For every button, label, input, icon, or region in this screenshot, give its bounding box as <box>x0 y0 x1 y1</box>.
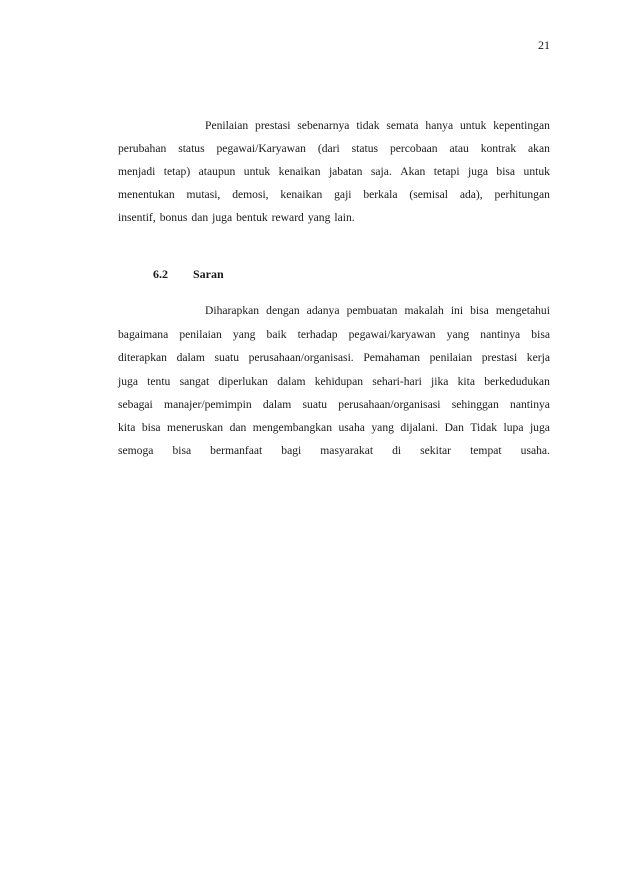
word: prestasi <box>255 119 291 132</box>
word: Tidak <box>470 421 498 434</box>
word: kontrak <box>480 142 517 155</box>
paragraph-line <box>118 420 550 436</box>
word: dan <box>229 421 247 434</box>
word: reward <box>271 211 304 224</box>
word: manajer/pemimpin <box>164 398 252 411</box>
word: yang <box>446 328 470 341</box>
word: ataupun <box>198 165 236 178</box>
word: menentukan <box>118 188 175 201</box>
paragraph-line <box>118 350 550 366</box>
word: kita <box>457 375 475 388</box>
word: semoga <box>118 444 154 457</box>
word: dan <box>191 211 209 224</box>
word: masyarakat <box>320 444 374 457</box>
word: untuk <box>459 119 487 132</box>
word: di <box>392 444 402 457</box>
word: lupa <box>503 421 524 434</box>
word: mutasi, <box>186 188 221 201</box>
word: semata <box>386 119 419 132</box>
section-title: Saran <box>193 267 224 281</box>
word: Diharapkan <box>205 304 260 317</box>
word: kehidupan <box>314 375 364 388</box>
paragraph-line <box>205 303 550 319</box>
word: bisa <box>496 165 516 178</box>
word: perusahaan/organisasi <box>338 398 441 411</box>
word: Penilaian <box>205 119 249 132</box>
word: baik <box>266 328 287 341</box>
word: sehinggan <box>451 398 499 411</box>
word: sebenarnya <box>297 119 350 132</box>
word: sebagai <box>118 398 153 411</box>
word: dalam <box>262 398 292 411</box>
word: bisa <box>172 444 192 457</box>
word: ini <box>450 304 464 317</box>
word: untuk <box>243 165 271 178</box>
word: adanya <box>306 304 340 317</box>
paragraph-line <box>118 210 550 226</box>
word: menjadi <box>118 165 156 178</box>
word: demosi, <box>232 188 269 201</box>
word: percobaan <box>389 142 438 155</box>
page-number: 21 <box>538 38 550 52</box>
word: prestasi <box>481 351 518 364</box>
word: tidak <box>356 119 380 132</box>
paragraph-line <box>118 141 550 157</box>
paragraph-line <box>118 164 550 180</box>
word: penilaian <box>429 351 473 364</box>
word: penilaian <box>179 328 222 341</box>
word: suatu <box>214 351 239 364</box>
word: pembuatan <box>346 304 398 317</box>
word: sangat <box>179 375 210 388</box>
word: status <box>351 142 379 155</box>
word: juga <box>468 165 488 178</box>
word: (dari <box>317 142 340 155</box>
word: mengembangkan <box>252 421 332 434</box>
word: ada), <box>459 188 483 201</box>
paragraph-line <box>205 118 550 134</box>
section-number: 6.2 <box>153 267 168 281</box>
word: kita <box>118 421 136 434</box>
word: insentif, <box>118 211 156 224</box>
word: status <box>178 142 205 155</box>
word: usaha. <box>520 444 550 457</box>
word: yang <box>307 211 331 224</box>
word: bisa <box>531 328 550 341</box>
word: (semisal <box>409 188 448 201</box>
word: tetap) <box>163 165 191 178</box>
paragraph-line <box>118 187 550 203</box>
word: bonus <box>159 211 188 224</box>
word: bentuk <box>236 211 268 224</box>
word: akan <box>528 142 550 155</box>
word: sehari-hari <box>372 375 422 388</box>
word: bisa <box>470 304 489 317</box>
paragraph-line <box>118 397 550 413</box>
word: mengetahui <box>495 304 550 317</box>
paragraph-line <box>118 327 550 343</box>
word: tetapi <box>433 165 460 178</box>
word: jabatan <box>328 165 363 178</box>
word: juga <box>529 421 550 434</box>
word: Pemahaman <box>363 351 420 364</box>
word: kepentingan <box>493 119 550 132</box>
word: dijalani. <box>400 421 439 434</box>
word: makalah <box>404 304 444 317</box>
word: bermanfaat <box>210 444 263 457</box>
word: perhitungan <box>494 188 550 201</box>
word: untuk <box>523 165 550 178</box>
word: yang <box>232 328 256 341</box>
word: nantinya <box>480 328 521 341</box>
word: diperlukan <box>218 375 268 388</box>
word: dalam <box>277 375 306 388</box>
word: bisa <box>141 421 161 434</box>
word: gaji <box>334 188 352 201</box>
word: perusahaan/organisasi. <box>248 351 354 364</box>
word: dengan <box>266 304 300 317</box>
section-heading <box>153 267 224 282</box>
word: perubahan <box>118 142 167 155</box>
word: pegawai/Karyawan <box>216 142 306 155</box>
word: jika <box>431 375 449 388</box>
word: saja. <box>370 165 392 178</box>
word: Akan <box>400 165 426 178</box>
word: diterapkan <box>118 351 167 364</box>
word: hanya <box>425 119 454 132</box>
word: atau <box>449 142 469 155</box>
word: tentu <box>147 375 171 388</box>
word: berkala <box>363 188 398 201</box>
word: lain. <box>334 211 355 224</box>
word: kenaikan <box>278 165 321 178</box>
word: sekitar <box>420 444 452 457</box>
word: bagaimana <box>118 328 169 341</box>
word: suatu <box>302 398 327 411</box>
word: usaha <box>338 421 365 434</box>
word: juga <box>212 211 233 224</box>
word: tempat <box>470 444 502 457</box>
paragraph-line <box>118 374 550 390</box>
word: meneruskan <box>167 421 224 434</box>
word: yang <box>371 421 394 434</box>
word: kenaikan <box>280 188 323 201</box>
word: juga <box>118 375 138 388</box>
word: dalam <box>176 351 205 364</box>
word: kerja <box>526 351 550 364</box>
word: nantinya <box>510 398 550 411</box>
word: Dan <box>444 421 464 434</box>
word: pegawai/karyawan <box>348 328 436 341</box>
paragraph-line <box>118 443 550 459</box>
word: bagi <box>281 444 302 457</box>
word: terhadap <box>297 328 338 341</box>
word: berkedudukan <box>484 375 550 388</box>
